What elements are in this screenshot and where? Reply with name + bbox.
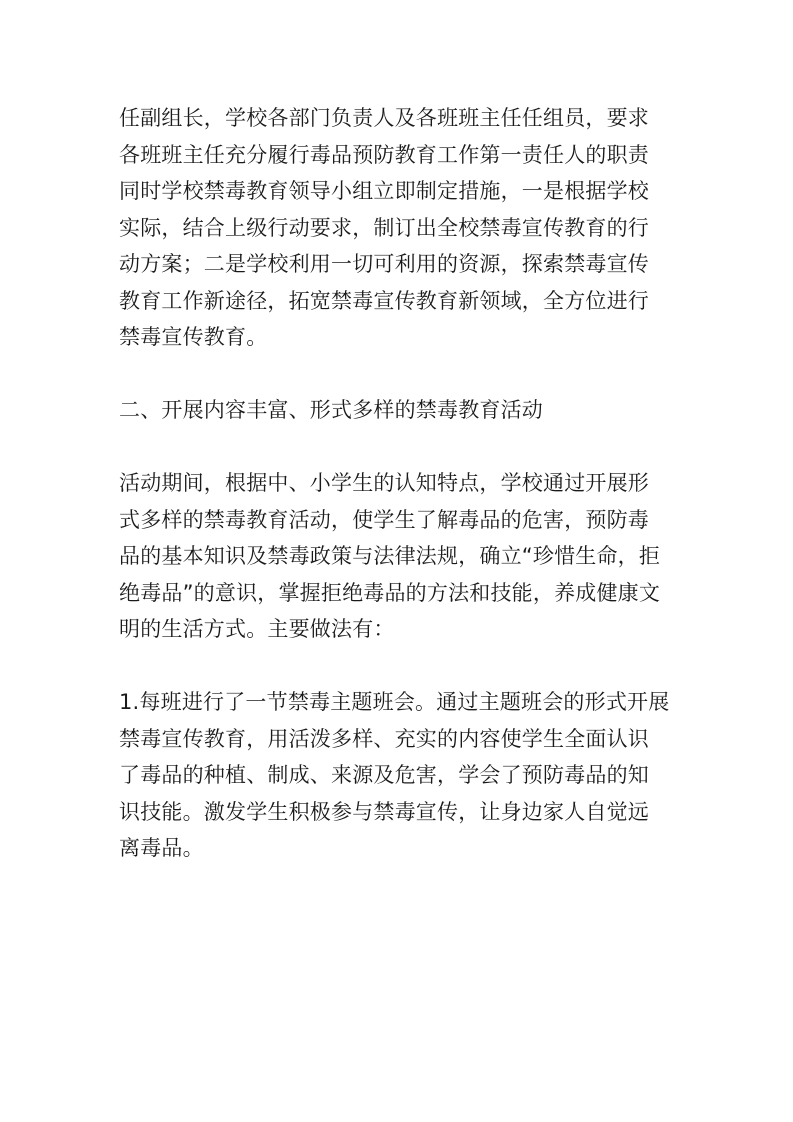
paragraph-leadership (119, 100, 679, 356)
section-heading: 二、开展内容丰富、形式多样的禁毒教育活动 (119, 398, 543, 422)
text-line: 了毒品的种植、制成、来源及危害，学会了预防毒品的知 (119, 763, 649, 787)
text-line: 任副组长，学校各部门负责人及各班班主任任组员，要求 (119, 106, 649, 130)
text-line: 禁毒宣传教育。 (119, 325, 268, 349)
text-line: 动方案；二是学校利用一切可利用的资源，探索禁毒宣传 (119, 252, 649, 276)
paragraph-activities (119, 465, 679, 648)
text-line: 离毒品。 (119, 836, 204, 860)
text-line: 品的基本知识及禁毒政策与法律法规，确立“珍惜生命，拒 (119, 544, 661, 568)
paragraph-gap (119, 356, 679, 393)
text-line: 式多样的禁毒教育活动，使学生了解毒品的危害，预防毒 (119, 507, 649, 532)
text-line: 活动期间，根据中、小学生的认知特点，学校通过开展形 (119, 471, 649, 495)
paragraph-gap (119, 429, 679, 466)
text-line: 各班班主任充分履行毒品预防教育工作第一责任人的职责 (119, 142, 649, 167)
text-line: 明的生活方式。主要做法有： (119, 617, 395, 641)
text-line: 识技能。激发学生积极参与禁毒宣传，让身边家人自觉远 (119, 799, 649, 824)
document-page (119, 100, 679, 867)
text-line: 同时学校禁毒教育领导小组立即制定措施，一是根据学校 (119, 179, 649, 203)
text-line: 禁毒宣传教育，用活泼多样、充实的内容使学生全面认识 (119, 726, 649, 751)
text-line: 1.每班进行了一节禁毒主题班会。通过主题班会的形式开展 (119, 690, 670, 714)
paragraph-class-meeting (119, 684, 679, 867)
text-line: 实际，结合上级行动要求，制订出全校禁毒宣传教育的行 (119, 215, 649, 240)
text-line: 绝毒品”的意识，掌握拒绝毒品的方法和技能，养成健康文 (119, 580, 661, 605)
text-line: 教育工作新途径，拓宽禁毒宣传教育新领域，全方位进行 (119, 288, 649, 313)
paragraph-gap (119, 648, 679, 685)
